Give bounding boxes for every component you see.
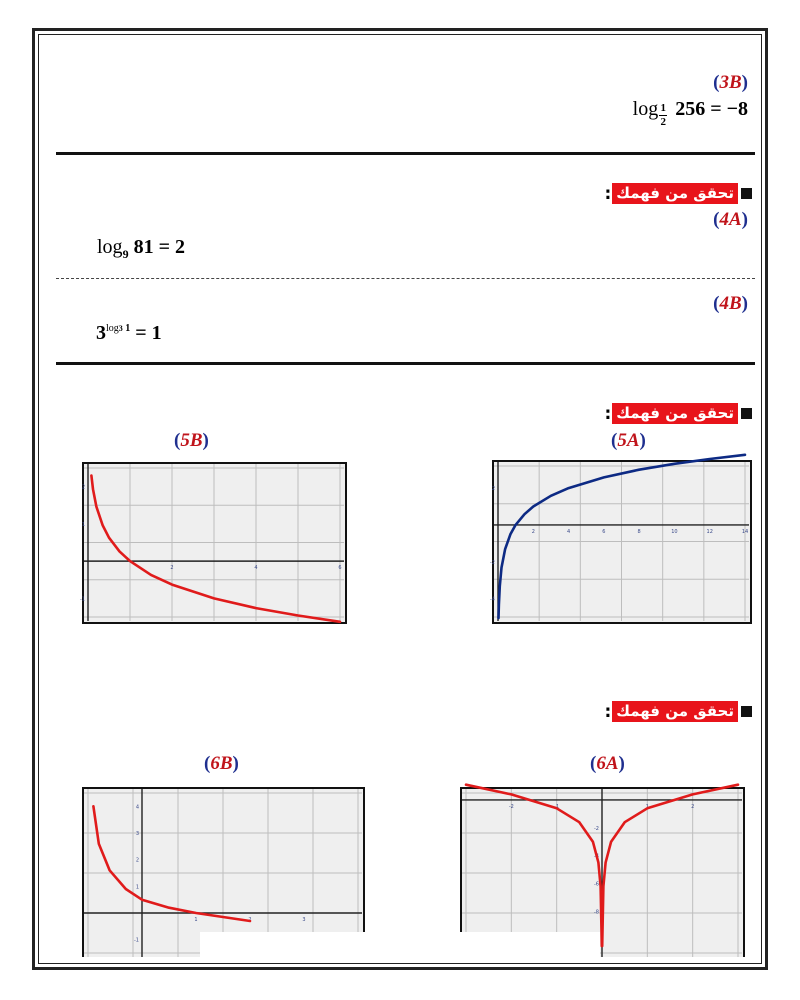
x-tick-label: -1 <box>554 803 560 810</box>
label-6b <box>204 753 239 775</box>
y-tick-label: 2 <box>135 857 139 864</box>
y-tick-label: -1 <box>134 937 139 944</box>
y-tick-label: -4 <box>594 853 599 860</box>
y-tick-label: 2 <box>491 486 495 493</box>
paren-open: ( <box>713 209 720 230</box>
curve-6a-0 <box>466 785 602 946</box>
section-divider <box>56 362 755 365</box>
log-fn: log <box>632 98 659 120</box>
paren-open: ( <box>590 753 597 774</box>
square-bullet-icon <box>741 408 752 419</box>
label-6a <box>590 753 625 775</box>
y-tick-label: -2 <box>594 825 599 832</box>
paren-open: ( <box>713 72 720 93</box>
x-tick-label: 6 <box>338 565 342 572</box>
y-tick-label: -1 <box>80 596 85 603</box>
check-understanding-2 <box>604 403 752 424</box>
frac-den: 2 <box>660 116 666 128</box>
exp-log-base: 3 <box>118 324 123 334</box>
section-divider <box>56 152 755 155</box>
y-tick-label: 1 <box>81 521 85 528</box>
dashed-divider <box>56 278 755 279</box>
paren-close: ) <box>618 753 625 774</box>
exp-log-fn: log <box>106 323 119 335</box>
label-letter: 3B <box>719 72 742 93</box>
label-5a <box>611 430 646 452</box>
x-tick-label: 1 <box>645 803 649 810</box>
x-tick-label: 2 <box>170 565 174 572</box>
paren-open: ( <box>204 753 211 774</box>
frac-num: 1 <box>660 102 666 114</box>
formula-rhs: = 2 <box>158 236 185 258</box>
y-tick-label: -8 <box>594 909 599 916</box>
label-5b <box>174 430 209 452</box>
page-mask <box>200 932 600 962</box>
paren-close: ) <box>232 753 239 774</box>
colon: : <box>604 183 612 204</box>
formula-4a <box>97 236 185 262</box>
x-tick-label: 3 <box>302 917 306 923</box>
log-base: 9 <box>122 247 129 261</box>
x-tick-label: 1 <box>194 917 198 923</box>
label-letter: 4B <box>719 293 742 314</box>
paren-close: ) <box>741 209 748 230</box>
x-tick-label: 6 <box>602 528 606 535</box>
check-understanding-3 <box>604 701 752 722</box>
paren-open: ( <box>174 430 181 451</box>
x-tick-label: 14 <box>741 528 749 535</box>
curve-6b-0 <box>93 806 250 921</box>
label-letter: 5A <box>617 430 640 451</box>
x-tick-label: 8 <box>637 528 641 535</box>
x-tick-label: 2 <box>691 803 695 810</box>
curve-5b-0 <box>91 476 340 622</box>
paren-close: ) <box>741 72 748 93</box>
paren-open: ( <box>611 430 618 451</box>
y-tick-label: 1 <box>135 884 139 891</box>
paren-close: ) <box>639 430 646 451</box>
graph-5a <box>492 460 752 624</box>
label-letter: 6B <box>210 753 233 774</box>
check-title: تحقق من فهمك <box>612 701 738 722</box>
label-letter: 4A <box>719 209 742 230</box>
y-tick-label: 2 <box>81 484 85 491</box>
formula-3b <box>633 98 748 128</box>
x-tick-label: 12 <box>706 528 713 535</box>
colon: : <box>604 701 612 722</box>
label-4a <box>713 209 748 231</box>
square-bullet-icon <box>741 188 752 199</box>
x-tick-label: -2 <box>508 803 514 810</box>
formula-rhs: = 1 <box>135 322 162 344</box>
power-base: 3 <box>96 322 106 344</box>
log-base-fraction <box>659 103 667 128</box>
formula-4b <box>96 322 162 345</box>
paren-close: ) <box>741 293 748 314</box>
x-tick-label: 4 <box>254 565 258 572</box>
log-arg: 81 <box>133 236 154 258</box>
y-tick-label: 3 <box>135 831 139 837</box>
curve-6a-1 <box>602 785 738 946</box>
x-tick-label: 4 <box>566 528 571 535</box>
paren-open: ( <box>713 293 720 314</box>
x-tick-label: 10 <box>671 528 678 535</box>
label-letter: 6A <box>596 753 619 774</box>
formula-rhs: = −8 <box>710 98 748 120</box>
check-title: تحقق من فهمك <box>612 403 738 424</box>
check-title: تحقق من فهمك <box>612 183 738 204</box>
power-exponent <box>106 323 130 334</box>
check-understanding-1 <box>604 183 752 204</box>
x-tick-label: 2 <box>531 528 535 535</box>
exp-log-arg: 1 <box>125 323 131 335</box>
y-tick-label: -2 <box>490 559 495 566</box>
log-arg: 256 <box>675 98 706 120</box>
log-fn: log <box>97 236 123 258</box>
x-tick-label: 2 <box>248 917 252 923</box>
y-tick-label: -4 <box>490 596 495 603</box>
square-bullet-icon <box>741 706 752 717</box>
y-tick-label: 4 <box>135 804 139 811</box>
paren-close: ) <box>202 430 209 451</box>
label-letter: 5B <box>180 430 203 451</box>
y-tick-label: -6 <box>594 881 599 888</box>
label-3b <box>713 72 748 94</box>
graph-5b <box>82 462 347 624</box>
label-4b <box>713 293 748 315</box>
colon: : <box>604 403 612 424</box>
